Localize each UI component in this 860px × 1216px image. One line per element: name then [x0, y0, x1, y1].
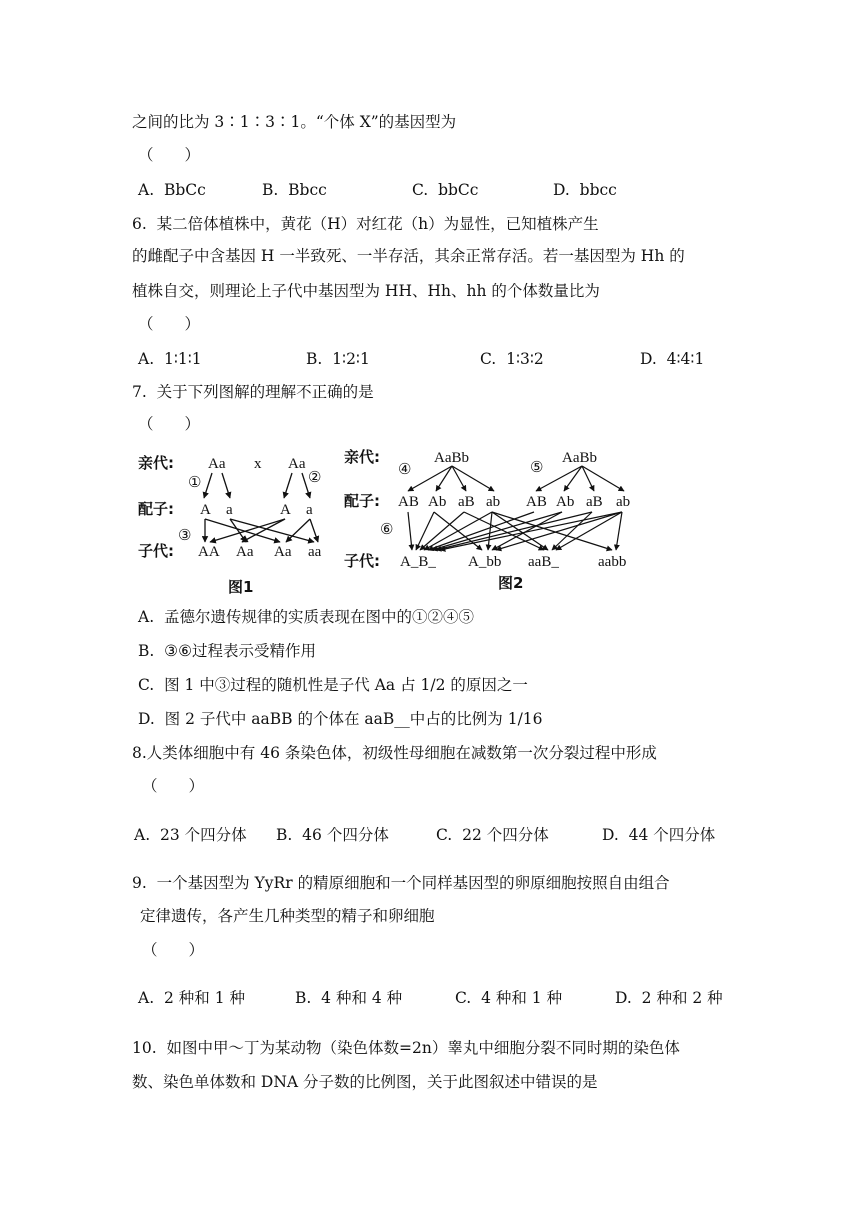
- q9-option-c: C. 4 种和 1 种: [455, 989, 563, 1007]
- fig1-parent-left: Aa: [208, 456, 226, 472]
- q6-paren: （ ）: [138, 315, 201, 333]
- fig2-gamete-7: aB: [586, 494, 603, 510]
- q5-paren: （ ）: [138, 146, 201, 164]
- q10-text-line2: 数、染色单体数和 DNA 分子数的比例图，关于此图叙述中错误的是: [132, 1073, 598, 1091]
- q7-paren: （ ）: [138, 415, 201, 433]
- fig2-gamete-5: AB: [526, 494, 547, 510]
- fig1-cross-symbol: x: [254, 456, 262, 472]
- fig1-label-parent: 亲代:: [138, 454, 174, 472]
- q9-option-b: B. 4 种和 4 种: [295, 989, 403, 1007]
- q5-option-d: D. bbcc: [553, 181, 617, 199]
- q8-text-line1: 8.人类体细胞中有 46 条染色体，初级性母细胞在减数第一次分裂过程中形成: [132, 744, 657, 762]
- fig1-offspring-3: Aa: [274, 544, 292, 560]
- fig2-label-offspring: 子代:: [344, 552, 380, 570]
- fig2-gamete-1: AB: [398, 494, 419, 510]
- fig2-gamete-2: Ab: [428, 494, 447, 510]
- fig1-mark-3: ③: [178, 526, 192, 544]
- fig2-caption: 图2: [498, 574, 524, 592]
- fig2-gamete-4: ab: [486, 494, 501, 510]
- q6-text-line2: 的雌配子中含基因 H 一半致死、一半存活，其余正常存活。若一基因型为 Hh 的: [132, 247, 685, 265]
- fig1-offspring-2: Aa: [236, 544, 254, 560]
- q5-option-c: C. bbCc: [412, 181, 479, 199]
- q8-option-a: A. 23 个四分体: [134, 826, 247, 844]
- fig2-mark-5: ⑤: [530, 458, 544, 476]
- fig1-parent-right: Aa: [288, 456, 306, 472]
- fig1-gamete-2: a: [226, 502, 233, 518]
- q6-option-c: C. 1∶3∶2: [480, 350, 544, 368]
- q7-option-b: B. ③⑥过程表示受精作用: [138, 642, 316, 660]
- fig2-gamete-6: Ab: [556, 494, 575, 510]
- q7-option-c: C. 图 1 中③过程的随机性是子代 Aa 占 1/2 的原因之一: [138, 676, 528, 694]
- q6-text-line3: 植株自交，则理论上子代中基因型为 HH、Hh、hh 的个体数量比为: [132, 282, 600, 300]
- fig1-gamete-3: A: [280, 502, 291, 518]
- q5-text-line1: 之间的比为 3∶1∶3∶1。“个体 X”的基因型为: [132, 113, 457, 131]
- q6-option-d: D. 4∶4∶1: [640, 350, 705, 368]
- q5-option-b: B. Bbcc: [262, 181, 327, 199]
- q9-text-line1: 9. 一个基因型为 YyRr 的精原细胞和一个同样基因型的卵原细胞按照自由组合: [132, 874, 670, 892]
- fig2-mark-6: ⑥: [380, 520, 394, 538]
- q9-option-a: A. 2 种和 1 种: [138, 989, 245, 1007]
- fig2-offspring-3: aaB_: [528, 554, 559, 570]
- q5-option-a: A. BbCc: [138, 181, 206, 199]
- fig2-gamete-8: ab: [616, 494, 631, 510]
- fig2-offspring-4: aabb: [598, 554, 627, 570]
- q8-option-c: C. 22 个四分体: [436, 826, 549, 844]
- fig2-gamete-3: aB: [458, 494, 475, 510]
- fig2-label-parent: 亲代:: [344, 448, 380, 466]
- fig2-offspring-1: A_B_: [400, 554, 436, 570]
- q8-option-b: B. 46 个四分体: [276, 826, 389, 844]
- q8-paren: （ ）: [142, 777, 205, 795]
- fig2-parent-right: AaBb: [562, 450, 597, 466]
- q9-paren: （ ）: [142, 941, 205, 959]
- fig1-mark-2: ②: [308, 468, 322, 486]
- q9-option-d: D. 2 种和 2 种: [615, 989, 723, 1007]
- q7-text-line1: 7. 关于下列图解的理解不正确的是: [132, 383, 374, 401]
- figure-2: [344, 448, 630, 592]
- q6-text-line1: 6. 某二倍体植株中，黄花（H）对红花（h）为显性，已知植株产生: [132, 215, 599, 233]
- fig2-label-gamete: 配子:: [344, 492, 380, 510]
- fig2-mark-4: ④: [398, 460, 412, 478]
- fig1-caption: 图1: [228, 578, 254, 596]
- fig1-arrows: [204, 473, 318, 542]
- fig1-gamete-1: A: [200, 502, 211, 518]
- q7-option-d: D. 图 2 子代中 aaBB 的个体在 aaB__中占的比例为 1/16: [138, 710, 543, 728]
- fig1-gamete-4: a: [306, 502, 313, 518]
- fig1-label-gamete: 配子:: [138, 500, 174, 518]
- fig1-label-offspring: 子代:: [138, 542, 174, 560]
- fig1-offspring-1: AA: [198, 544, 220, 560]
- fig1-mark-1: ①: [188, 473, 202, 491]
- q10-text-line1: 10. 如图中甲～丁为某动物（染色体数=2n）睾丸中细胞分裂不同时期的染色体: [132, 1039, 680, 1057]
- q6-option-a: A. 1∶1∶1: [138, 350, 202, 368]
- fig1-offspring-4: aa: [308, 544, 322, 560]
- genetics-diagram: [130, 442, 660, 602]
- fig2-offspring-2: A_bb: [468, 554, 502, 570]
- figure-1: [138, 454, 322, 596]
- fig2-parent-left: AaBb: [434, 450, 469, 466]
- q7-option-a: A. 孟德尔遗传规律的实质表现在图中的①②④⑤: [138, 608, 474, 626]
- q6-option-b: B. 1∶2∶1: [306, 350, 370, 368]
- q9-text-line2: 定律遗传，各产生几种类型的精子和卵细胞: [140, 907, 435, 925]
- q8-option-d: D. 44 个四分体: [602, 826, 716, 844]
